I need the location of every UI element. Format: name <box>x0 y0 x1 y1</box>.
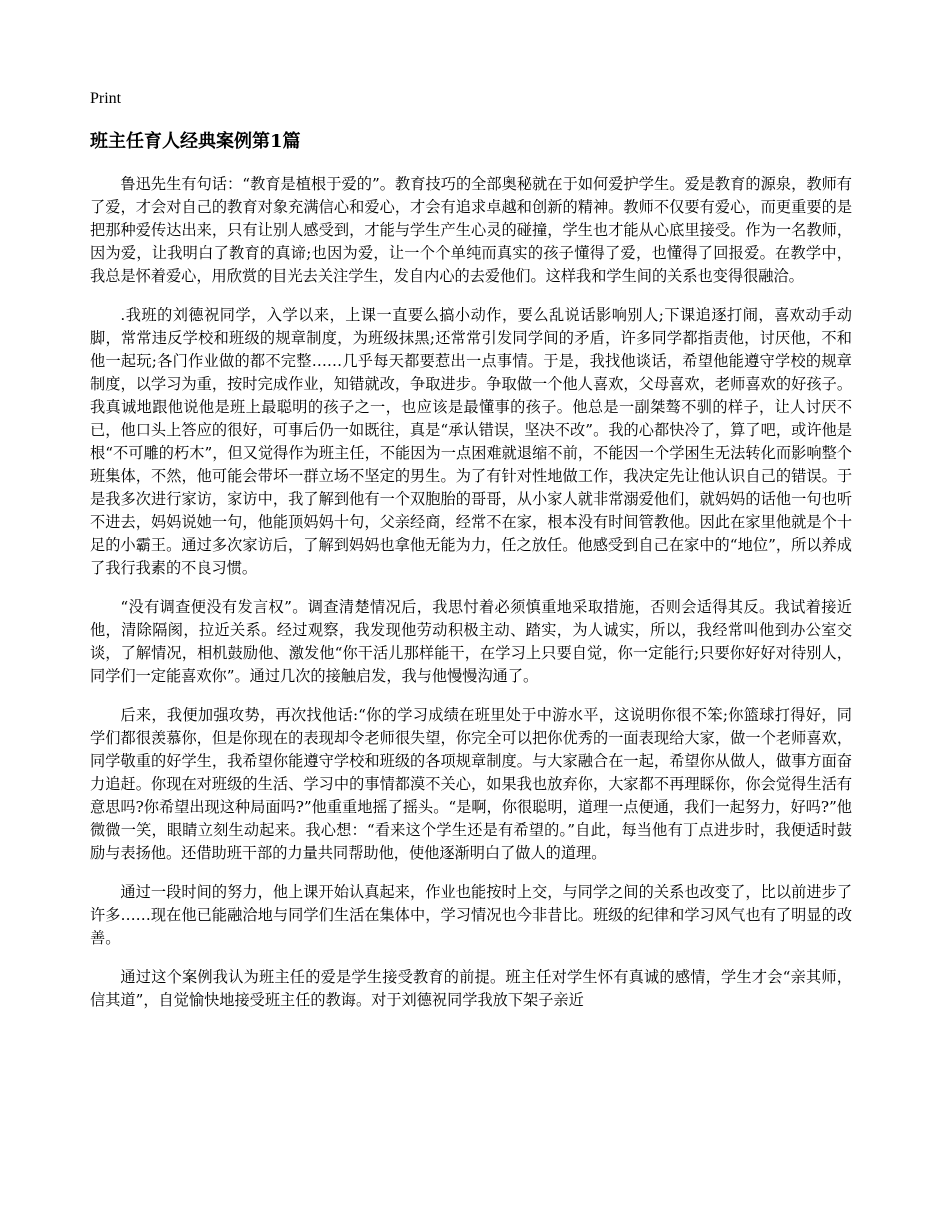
paragraph: 通过一段时间的努力，他上课开始认真起来，作业也能按时上交，与同学之间的关系也改变了，比以前进步了许多……现在他已能融洽地与同学们生活在集体中，学习情况也今非昔比。班级的纪律和学习风气也有了明显的改善。 <box>90 883 852 947</box>
document-page <box>90 88 852 1028</box>
paragraph: 通过这个案例我认为班主任的爱是学生接受教育的前提。班主任对学生怀有真诚的感情，学生才会“亲其师，信其道”，自觉愉快地接受班主任的教诲。对于刘德祝同学我放下架子亲近 <box>90 968 852 1009</box>
print-label: Print <box>90 90 122 107</box>
document-body <box>90 173 852 1012</box>
paragraph: .我班的刘德祝同学，入学以来，上课一直要么搞小动作，要么乱说话影响别人;下课追逐打闹，喜欢动手动脚，常常违反学校和班级的规章制度，为班级抹黑;还常常引发同学间的矛盾，许多同学都指责他，讨厌他，不和他一起玩;各门作业做的都不完整……几乎每天都要惹出一点事情。于是，我找他谈话，希望他能遵守学校的规章制度，以学习为重，按时完成作业，知错就改，争取进步。争取做一个他人喜欢，父母喜欢，老师喜欢的好孩子。我真诚地跟他说他是班上最聪明的孩子之一，也应该是最懂事的孩子。他总是一副桀骜不驯的样子，让人讨厌不已，他口头上答应的很好，可事后仍一如既往，真是“承认错误，坚决不改”。我的心都快冷了，算了吧，或许他是根“不可雕的朽木”，但又觉得作为班主任，不能因为一点困难就退缩不前，不能因一个学困生无法转化而影响整个班集体，不然，他可能会带坏一群立场不坚定的男生。为了有针对性地做工作，我决定先让他认识自己的错误。于是我多次进行家访，家访中，我了解到他有一个双胞胎的哥哥，从小家人就非常溺爱他们，就妈妈的话他一句也听不进去，妈妈说她一句，他能顶妈妈十句，父亲经商，经常不在家，根本没有时间管教他。因此在家里他就是个十足的小霸王。通过多次家访后，了解到妈妈也拿他无能为力，任之放任。他感受到自己在家中的“地位”，所以养成了我行我素的不良习惯。 <box>90 306 852 577</box>
paragraph: 鲁迅先生有句话：“教育是植根于爱的”。教育技巧的全部奥秘就在于如何爱护学生。爱是教育的源泉，教师有了爱，才会对自己的教育对象充满信心和爱心，才会有追求卓越和创新的精神。教师不仅要有爱心，而更重要的是把那种爱传达出来，只有让别人感受到，才能与学生产生心灵的碰撞，学生也才能从心底里接受。作为一名教师，因为爱，让我明白了教育的真谛;也因为爱，让一个个单纯而真实的孩子懂得了爱，也懂得了回报爱。在教学中，我总是怀着爱心，用欣赏的目光去关注学生，发自内心的去爱他们。这样我和学生间的关系也变得很融洽。 <box>90 175 852 285</box>
document-title: 班主任育人经典案例第1篇 <box>90 131 301 152</box>
paragraph: 后来，我便加强攻势，再次找他话:“你的学习成绩在班里处于中游水平，这说明你很不笨;你篮球打得好，同学们都很羡慕你，但是你现在的表现却令老师很失望，你完全可以把你优秀的一面表现给大家，做一个老师喜欢，同学敬重的好学生，我希望你能遵守学校和班级的各项规章制度。与大家融合在一起，希望你从做人，做事方面奋力追赶。你现在对班级的生活、学习中的事情都漠不关心，如果我也放弃你，大家都不再理睬你，你会觉得生活有意思吗?你希望出现这种局面吗?”他重重地摇了摇头。“是啊，你很聪明，道理一点便通，我们一起努力，好吗?”他微微一笑，眼睛立刻生动起来。我心想：“看来这个学生还是有希望的。”自此，每当他有丁点进步时，我便适时鼓励与表扬他。还借助班干部的力量共同帮助他，使他逐渐明白了做人的道理。 <box>90 706 852 862</box>
paragraph: “没有调查便没有发言权”。调查清楚情况后，我思忖着必须慎重地采取措施，否则会适得其反。我试着接近他，清除隔阂，拉近关系。经过观察，我发现他劳动积极主动、踏实，为人诚实，所以，我经常叫他到办公室交谈，了解情况，相机鼓励他、激发他“你干活儿那样能干，在学习上只要自觉，你一定能行;只要你好好对待别人，同学们一定能喜欢你”。通过几次的接触启发，我与他慢慢沟通了。 <box>90 598 852 685</box>
